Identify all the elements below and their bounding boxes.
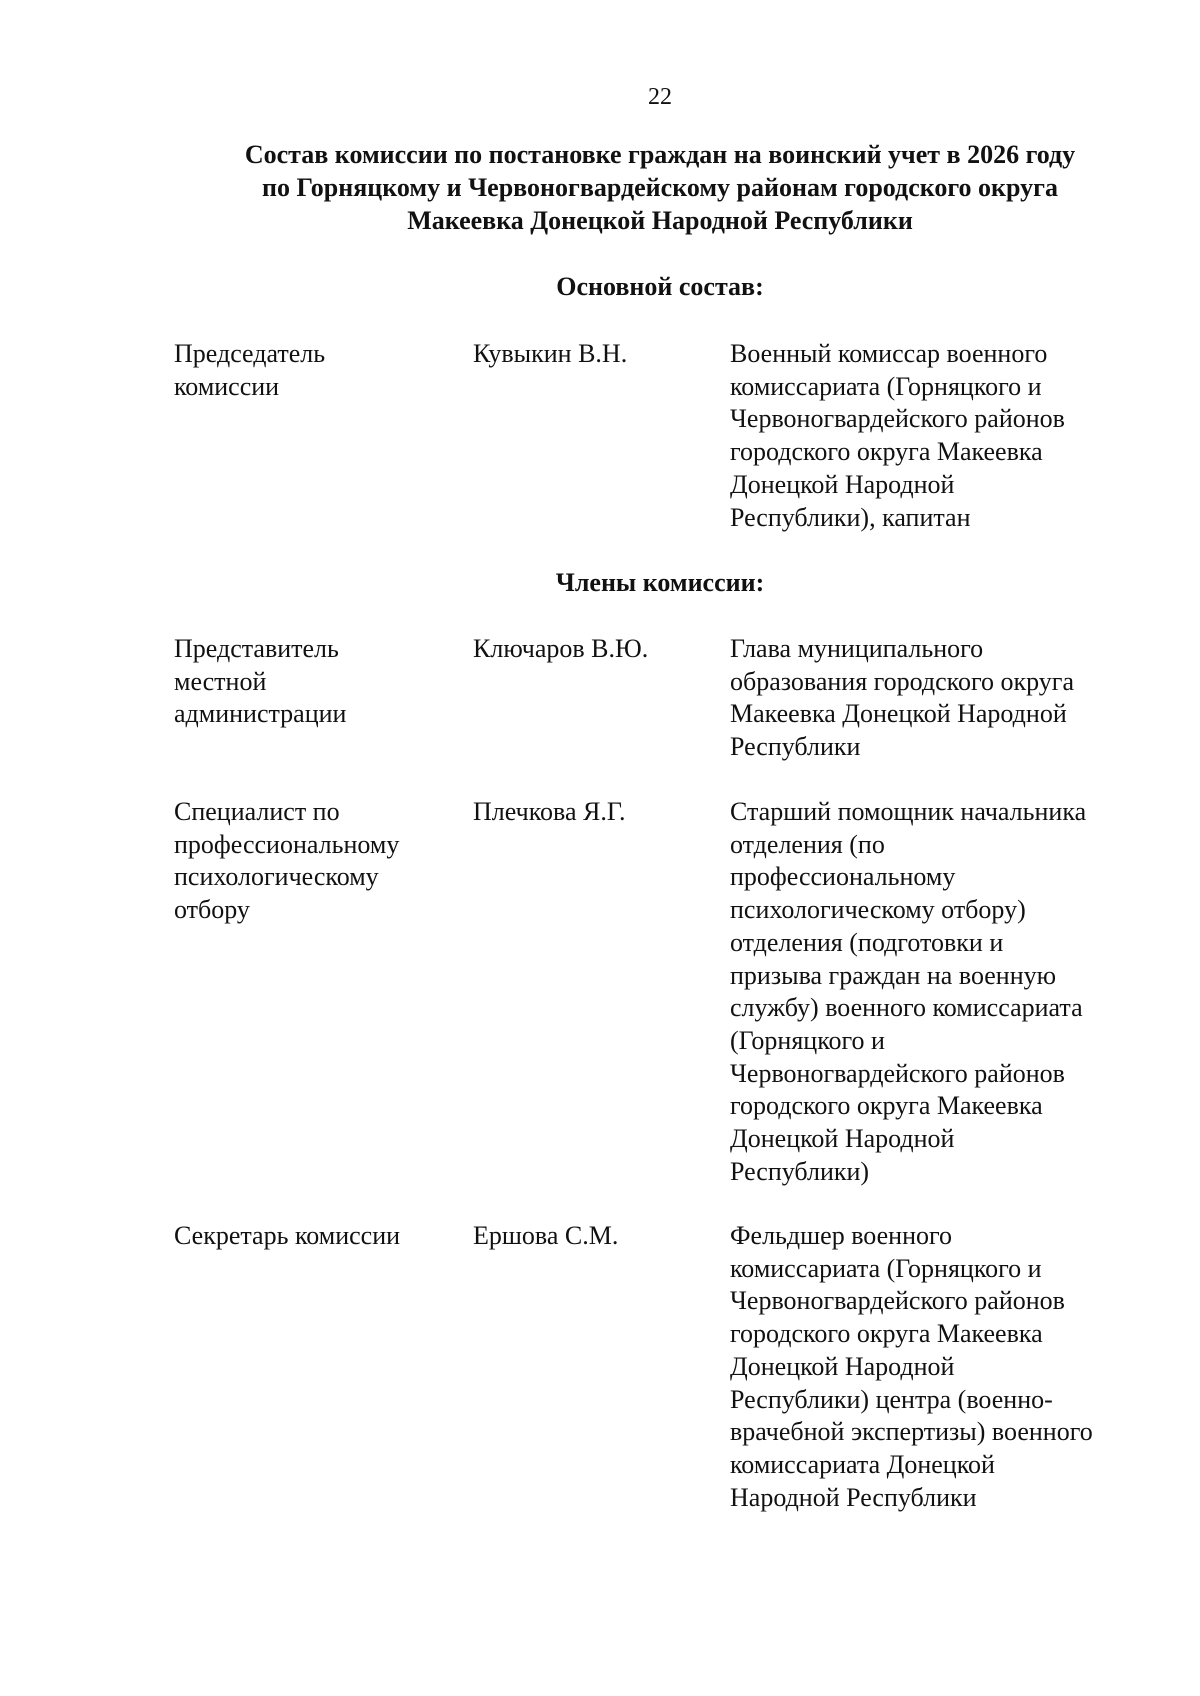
position-line: Республики) [730,1156,870,1186]
position-line: городского округа Макеевка [730,1319,1043,1349]
position-line: призыва граждан на военную [730,960,1057,990]
position-line: (Горняцкого и [730,1025,885,1055]
position-line: врачебной экспертизы) военного [730,1417,1093,1447]
role-line: Специалист по [174,797,340,826]
role-line: администрации [174,699,347,729]
role-line: комиссии [174,371,280,401]
position-line: городского округа Макеевка [730,1091,1043,1121]
role-line: местной [174,666,267,696]
role-line: психологическому [174,862,379,892]
position-line: Республики), капитан [730,502,971,532]
title-line: по Горняцкому и Червоногвардейскому районам городского округа [262,173,1058,202]
role-line: Секретарь комиссии [174,1221,401,1250]
member-position [730,796,1140,1188]
position-line: Донецкой Народной [730,1124,955,1154]
position-line: Червоногвардейского районов [730,404,1065,434]
title-line: Макеевка Донецкой Народной Республики [407,206,913,235]
position-line: образования городского округа [730,666,1075,696]
members-heading: Члены комиссии: [555,568,765,597]
position-line: комиссариата (Горняцкого и [730,371,1042,401]
chairman-name: Кувыкин В.Н. [473,339,628,368]
position-line: городского округа Макеевка [730,437,1043,467]
member-role [174,1220,444,1253]
member-role [174,796,444,927]
position-line: комиссариата (Горняцкого и [730,1253,1042,1283]
page-number: 22 [648,84,672,110]
position-line: Червоногвардейского районов [730,1286,1065,1316]
position-line: Республики) центра (военно- [730,1384,1053,1414]
chairman-role [174,338,444,403]
position-line: Донецкой Народной [730,469,955,499]
position-line: комиссариата Донецкой [730,1449,995,1479]
role-line: Председатель [174,339,326,368]
member-position [730,1220,1140,1514]
position-line: профессиональному [730,862,956,892]
position-line: Донецкой Народной [730,1351,955,1381]
position-line: Военный комиссар военного [730,339,1048,368]
role-line: профессиональному [174,829,400,859]
main-composition-heading: Основной состав: [556,272,764,301]
chairman-position [730,338,1140,534]
position-line: Глава муниципального [730,634,984,663]
position-line: Червоногвардейского районов [730,1058,1065,1088]
position-line: Старший помощник начальника [730,797,1087,826]
position-line: Республики [730,732,861,762]
position-line: психологическому отбору) [730,895,1026,925]
position-line: отделения (по [730,829,885,859]
member-role [174,633,444,731]
member-name: Ключаров В.Ю. [473,634,649,663]
position-line: Народной Республики [730,1482,977,1512]
member-position [730,633,1140,764]
title-line: Состав комиссии по постановке граждан на воинский учет в 2026 году [244,140,1076,169]
position-line: отделения (подготовки и [730,927,1004,957]
member-name: Ершова С.М. [473,1221,619,1250]
position-line: Макеевка Донецкой Народной [730,699,1067,729]
position-line: службу) военного комиссариата [730,993,1083,1023]
role-line: Представитель [174,634,339,663]
role-line: отбору [174,895,250,925]
document-title [190,138,1130,237]
member-name: Плечкова Я.Г. [473,797,626,826]
position-line: Фельдшер военного [730,1221,953,1250]
